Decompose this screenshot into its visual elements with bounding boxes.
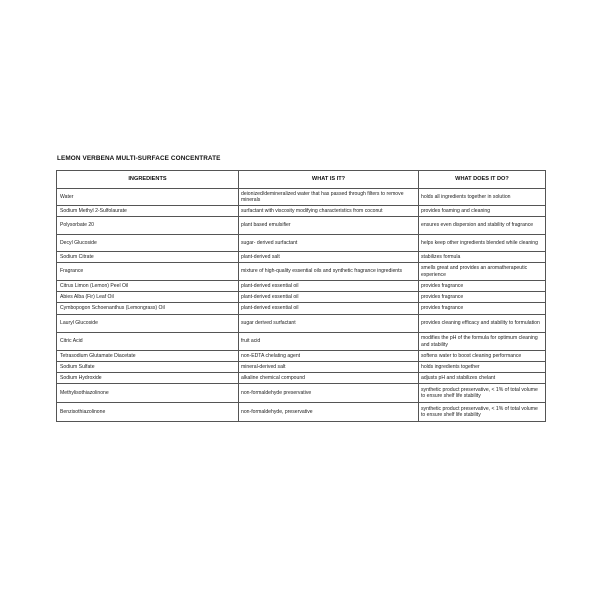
what-does-it-do-cell: softens water to boost cleaning performance: [419, 351, 546, 362]
what-is-it-cell: surfactant with viscosity modifying characteristics from coconut: [239, 206, 419, 217]
what-is-it-cell: plant-derived essential oil: [239, 303, 419, 315]
table-row: [57, 217, 546, 235]
column-header-ingredients: INGREDIENTS: [57, 171, 239, 189]
what-is-it-cell: sugar derived surfactant: [239, 315, 419, 333]
what-does-it-do-cell: helps keep other ingredients blended while cleaning: [419, 235, 546, 252]
document-title: LEMON VERBENA MULTI-SURFACE CONCENTRATE: [57, 155, 221, 162]
ingredient-cell: Benzisothiazolinone: [57, 403, 239, 422]
ingredient-cell: Citric Acid: [57, 333, 239, 351]
what-does-it-do-cell: provides fragrance: [419, 303, 546, 315]
what-is-it-cell: sugar- derived surfactant: [239, 235, 419, 252]
what-does-it-do-cell: holds ingredients together: [419, 362, 546, 373]
what-does-it-do-cell: holds all ingredients together in solution: [419, 189, 546, 206]
what-is-it-cell: plant based emulsifier: [239, 217, 419, 235]
table-row: [57, 206, 546, 217]
what-does-it-do-cell: ensures even dispersion and stability of fragrance: [419, 217, 546, 235]
table-row: [57, 403, 546, 422]
ingredient-cell: Methylisothiazolinone: [57, 384, 239, 403]
what-is-it-cell: plant-derived essential oil: [239, 281, 419, 292]
ingredient-cell: Cymbopogon Schoenanthus (Lemongrass) Oil: [57, 303, 239, 315]
ingredient-cell: Fragrance: [57, 263, 239, 281]
what-does-it-do-cell: synthetic product preservative, < 1% of total volume to ensure shelf life stability: [419, 403, 546, 422]
ingredient-cell: Decyl Glucoside: [57, 235, 239, 252]
ingredient-cell: Sodium Citrate: [57, 252, 239, 263]
ingredient-cell: Lauryl Glucoside: [57, 315, 239, 333]
what-does-it-do-cell: provides cleaning efficacy and stability to formulation: [419, 315, 546, 333]
what-does-it-do-cell: smells great and provides an aromatherapeutic experience: [419, 263, 546, 281]
table-header-row: [57, 171, 546, 189]
what-is-it-cell: non-EDTA chelating agent: [239, 351, 419, 362]
table-row: [57, 292, 546, 303]
what-is-it-cell: non-formaldehyde, preservative: [239, 403, 419, 422]
ingredient-cell: Water: [57, 189, 239, 206]
what-is-it-cell: plant-derived salt: [239, 252, 419, 263]
column-header-what-does-it-do: WHAT DOES IT DO?: [419, 171, 546, 189]
table-row: [57, 303, 546, 315]
table-row: [57, 281, 546, 292]
table-row: [57, 263, 546, 281]
what-does-it-do-cell: modifies the pH of the formula for optimum cleaning and stability: [419, 333, 546, 351]
what-does-it-do-cell: provides fragrance: [419, 292, 546, 303]
table-row: [57, 362, 546, 373]
table-row: [57, 351, 546, 362]
what-is-it-cell: plant-derived essential oil: [239, 292, 419, 303]
what-does-it-do-cell: provides fragrance: [419, 281, 546, 292]
table-row: [57, 384, 546, 403]
what-is-it-cell: non-formaldehyde preservative: [239, 384, 419, 403]
table-row: [57, 333, 546, 351]
table-row: [57, 373, 546, 384]
ingredient-cell: Polysorbate 20: [57, 217, 239, 235]
ingredient-cell: Citrus Limon (Lemon) Peel Oil: [57, 281, 239, 292]
what-is-it-cell: fruit acid: [239, 333, 419, 351]
what-does-it-do-cell: stabilizes formula: [419, 252, 546, 263]
ingredient-cell: Abies Alba (Fir) Leaf Oil: [57, 292, 239, 303]
column-header-what-is-it: WHAT IS IT?: [239, 171, 419, 189]
what-does-it-do-cell: adjusts pH and stabilizes chelant: [419, 373, 546, 384]
ingredient-cell: Sodium Hydroxide: [57, 373, 239, 384]
table-row: [57, 235, 546, 252]
table-row: [57, 252, 546, 263]
ingredient-cell: Sodium Methyl 2-Sulfolaurate: [57, 206, 239, 217]
ingredients-table: [56, 170, 546, 422]
what-is-it-cell: deionized/demineralized water that has passed through filters to remove minerals: [239, 189, 419, 206]
ingredient-cell: Sodium Sulfate: [57, 362, 239, 373]
what-is-it-cell: mixture of high-quality essential oils and synthetic fragrance ingredients: [239, 263, 419, 281]
what-is-it-cell: mineral-derived salt: [239, 362, 419, 373]
table-row: [57, 315, 546, 333]
table-row: [57, 189, 546, 206]
what-does-it-do-cell: provides foaming and cleaning: [419, 206, 546, 217]
what-is-it-cell: alkaline chemical compound: [239, 373, 419, 384]
what-does-it-do-cell: synthetic product preservative, < 1% of total volume to ensure shelf life stability: [419, 384, 546, 403]
ingredient-cell: Tetrasodium Glutamate Diacetate: [57, 351, 239, 362]
